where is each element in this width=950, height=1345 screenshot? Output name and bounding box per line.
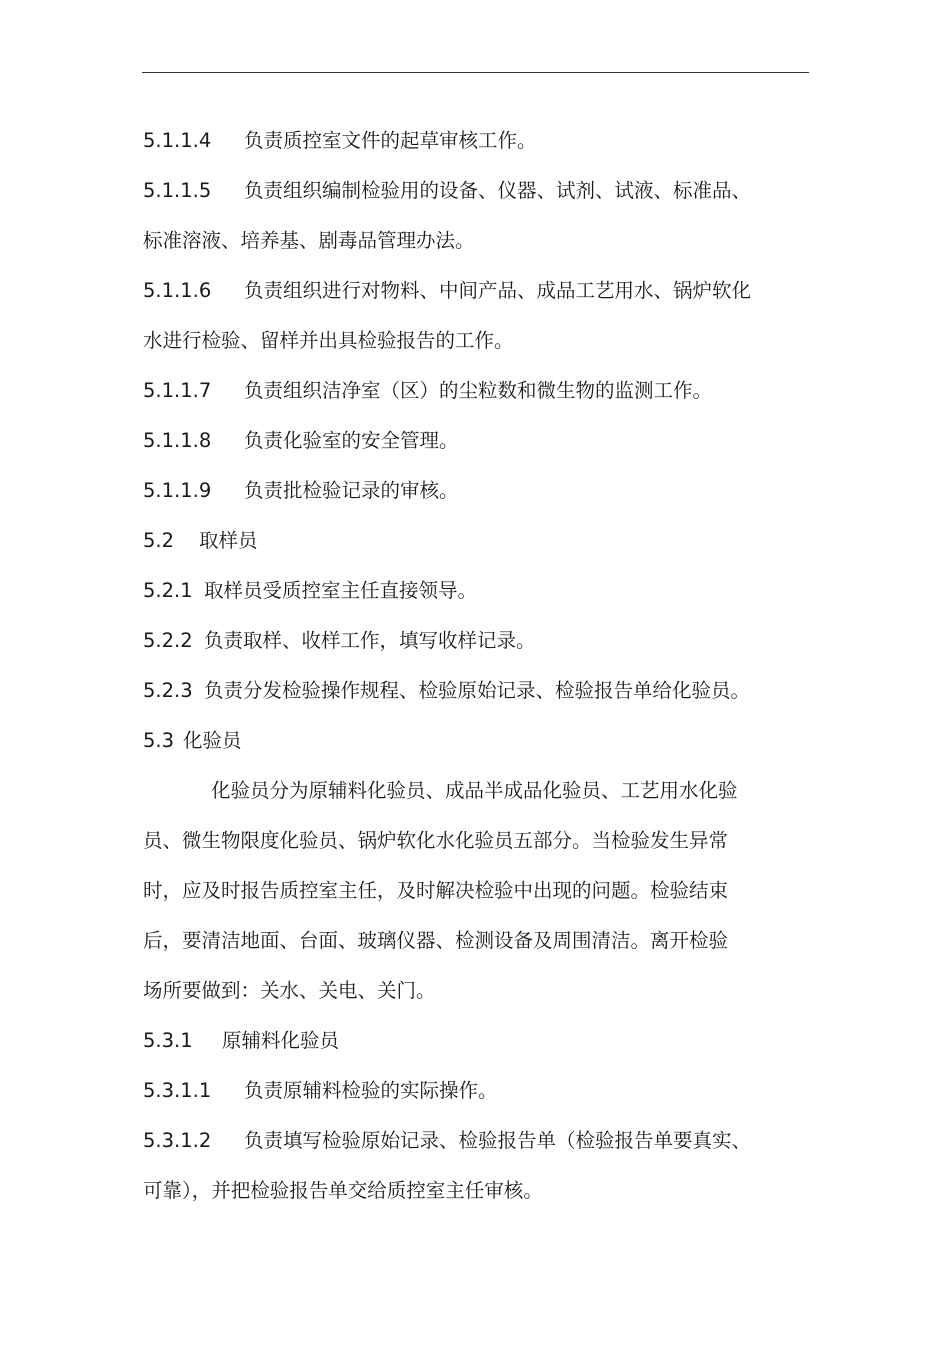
clause-5-3-1-2-continued (143, 1178, 543, 1204)
clause-5-1-1-6 (143, 278, 751, 304)
clause-5-2-2 (143, 628, 536, 654)
clause-number: 5.1.1.4 (143, 129, 212, 152)
clause-5-1-1-5 (143, 178, 751, 204)
section-title: 化验员 (183, 729, 242, 752)
clause-text: 负责质控室文件的起草审核工作。 (244, 129, 537, 152)
clause-number: 5.1.1.9 (143, 479, 212, 502)
paragraph-text: 场所要做到：关水、关电、关门。 (143, 979, 436, 1002)
clause-text: 可靠），并把检验报告单交给质控室主任审核。 (143, 1179, 543, 1202)
clause-text: 负责批检验记录的审核。 (244, 479, 459, 502)
clause-number: 5.3.1.2 (143, 1129, 212, 1152)
clause-number: 5.1.1.8 (143, 429, 212, 452)
clause-5-2-1 (143, 578, 477, 604)
clause-number: 5.1.1.5 (143, 179, 212, 202)
section-5-3-heading (143, 728, 242, 754)
clause-number: 5.2.3 (143, 679, 193, 702)
clause-number: 5.1.1.6 (143, 279, 212, 302)
paragraph-text: 后，要清洁地面、台面、玻璃仪器、检测设备及周围清洁。离开检验 (143, 929, 729, 952)
clause-text: 负责组织进行对物料、中间产品、成品工艺用水、锅炉软化 (244, 279, 752, 302)
paragraph-line (143, 928, 728, 954)
clause-5-1-1-7 (143, 378, 712, 404)
clause-number: 5.2.1 (143, 579, 193, 602)
paragraph-text: 化验员分为原辅料化验员、成品半成品化验员、工艺用水化验 (211, 779, 738, 802)
clause-text: 负责化验室的安全管理。 (244, 429, 459, 452)
clause-text: 负责取样、收样工作，填写收样记录。 (204, 629, 536, 652)
clause-text: 取样员受质控室主任直接领导。 (204, 579, 478, 602)
section-number: 5.3.1 (143, 1029, 193, 1052)
clause-number: 5.2.2 (143, 629, 193, 652)
section-5-3-1-heading (143, 1028, 339, 1054)
header-rule (142, 72, 809, 73)
clause-text: 标准溶液、培养基、剧毒品管理办法。 (143, 229, 475, 252)
clause-5-3-1-2 (143, 1128, 751, 1154)
clause-text: 负责分发检验操作规程、检验原始记录、检验报告单给化验员。 (204, 679, 751, 702)
clause-text: 负责原辅料检验的实际操作。 (244, 1079, 498, 1102)
clause-5-1-1-4 (143, 128, 537, 154)
section-5-2-heading (143, 528, 258, 554)
clause-5-1-1-8 (143, 428, 459, 454)
clause-number: 5.1.1.7 (143, 379, 212, 402)
paragraph-text: 员、微生物限度化验员、锅炉软化水化验员五部分。当检验发生异常 (143, 829, 729, 852)
clause-5-2-3 (143, 678, 750, 704)
section-number: 5.3 (143, 729, 175, 752)
paragraph-text: 时，应及时报告质控室主任，及时解决检验中出现的问题。检验结束 (143, 879, 729, 902)
clause-number: 5.3.1.1 (143, 1079, 212, 1102)
paragraph-line (143, 878, 728, 904)
clause-5-1-1-5-continued (143, 228, 475, 254)
section-title: 原辅料化验员 (222, 1029, 340, 1052)
clause-text: 负责组织洁净室（区）的尘粒数和微生物的监测工作。 (244, 379, 713, 402)
clause-text: 负责组织编制检验用的设备、仪器、试剂、试液、标准品、 (244, 179, 752, 202)
paragraph-line (143, 978, 436, 1004)
paragraph-line (211, 778, 738, 804)
clause-text: 负责填写检验原始记录、检验报告单（检验报告单要真实、 (244, 1129, 752, 1152)
section-title: 取样员 (199, 529, 258, 552)
clause-5-1-1-6-continued (143, 328, 514, 354)
clause-5-3-1-1 (143, 1078, 498, 1104)
section-number: 5.2 (143, 529, 175, 552)
clause-5-1-1-9 (143, 478, 459, 504)
clause-text: 水进行检验、留样并出具检验报告的工作。 (143, 329, 514, 352)
paragraph-line (143, 828, 728, 854)
